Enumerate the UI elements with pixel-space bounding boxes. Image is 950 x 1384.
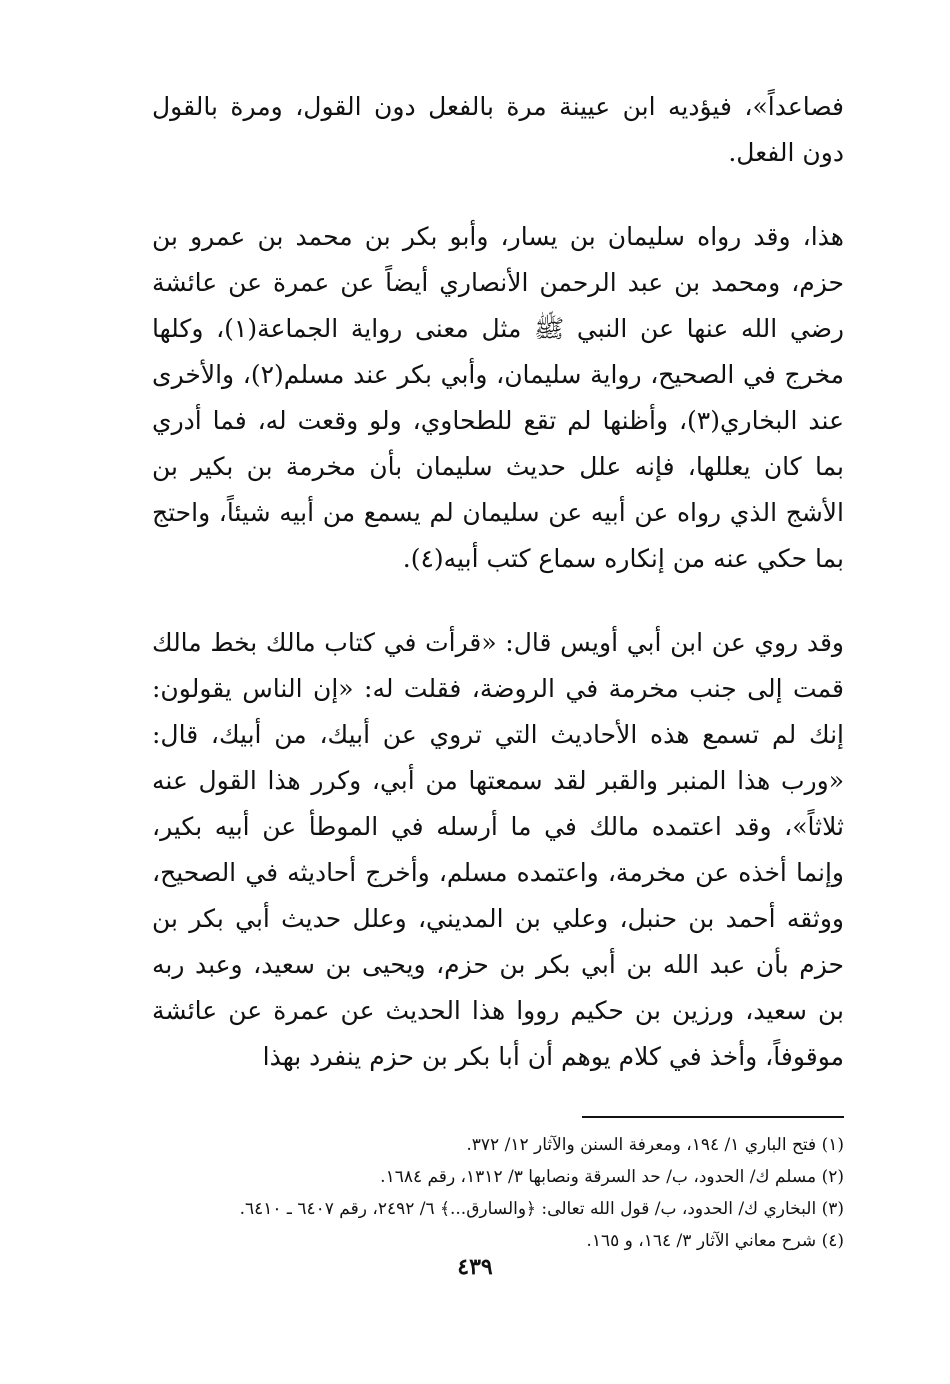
- page-content: [152, 84, 844, 1258]
- footnote-2: (٢) مسلم ك/ الحدود، ب/ حد السرقة ونصابها ٣/ ١٣١٢، رقم ١٦٨٤.: [380, 1167, 844, 1187]
- footnote-3: (٣) البخاري ك/ الحدود، ب/ قول الله تعالى: ﴿والسارق...﴾ ٦/ ٢٤٩٢، رقم ٦٤٠٧ ـ ٦٤١٠.: [239, 1199, 844, 1219]
- paragraph-2: هذا، وقد رواه سليمان بن يسار، وأبو بكر بن محمد بن عمرو بن حزم، ومحمد بن عبد الرحمن الأنصاري أيضاً عن عمرة عن عائشة رضي الله عنها عن النبي ﷺ مثل معنى رواية الجماعة(١)، وكلها مخرج في الصحيح، رواية سليمان، وأبي بكر عند مسلم(٢)، والأخرى عند البخاري(٣)، وأظنها لم تقع للطحاوي، ولو وقعت له، فما أدري بما كان يعللها، فإنه علل حديث سليمان بأن مخرمة بن بكير بن الأشج الذي رواه عن أبيه عن سليمان لم يسمع من أبيه شيئاً، واحتج بما حكي عنه من إنكاره سماع كتب أبيه(٤).: [152, 222, 844, 573]
- footnote-4: (٤) شرح معاني الآثار ٣/ ١٦٤، و ١٦٥.: [586, 1231, 844, 1251]
- footnote-divider: [582, 1116, 844, 1118]
- main-text: [152, 84, 844, 1080]
- paragraph-1: فصاعداً»، فيؤديه ابن عيينة مرة بالفعل دون القول، ومرة بالقول دون الفعل.: [152, 92, 844, 167]
- page-number: ٤٣٩: [457, 1254, 493, 1280]
- footnotes: [152, 1130, 844, 1256]
- footnote-1: (١) فتح الباري ١/ ١٩٤، ومعرفة السنن والآثار ١٢/ ٣٧٢.: [466, 1135, 844, 1155]
- paragraph-3: وقد روي عن ابن أبي أويس قال: «قرأت في كتاب مالك بخط مالك قمت إلى جنب مخرمة في الروضة، فقلت له: «إن الناس يقولون: إنك لم تسمع هذه الأحاديث التي تروي عن أبيك، من أبيك، قال: «ورب هذا المنبر والقبر لقد سمعتها من أبي، وكرر هذا القول عنه ثلاثاً»، وقد اعتمده مالك في ما أرسله في الموطأ عن أبيه بكير، وإنما أخذه عن مخرمة، واعتمده مسلم، وأخرج أحاديثه في الصحيح، ووثقه أحمد بن حنبل، وعلي بن المديني، وعلل حديث أبي بكر بن حزم بأن عبد الله بن أبي بكر بن حزم، ويحيى بن سعيد، وعبد ربه بن سعيد، ورزين بن حكيم رووا هذا الحديث عن عمرة عن عائشة موقوفاً، وأخذ في كلام يوهم أن أبا بكر بن حزم ينفرد بهذا: [152, 628, 844, 1071]
